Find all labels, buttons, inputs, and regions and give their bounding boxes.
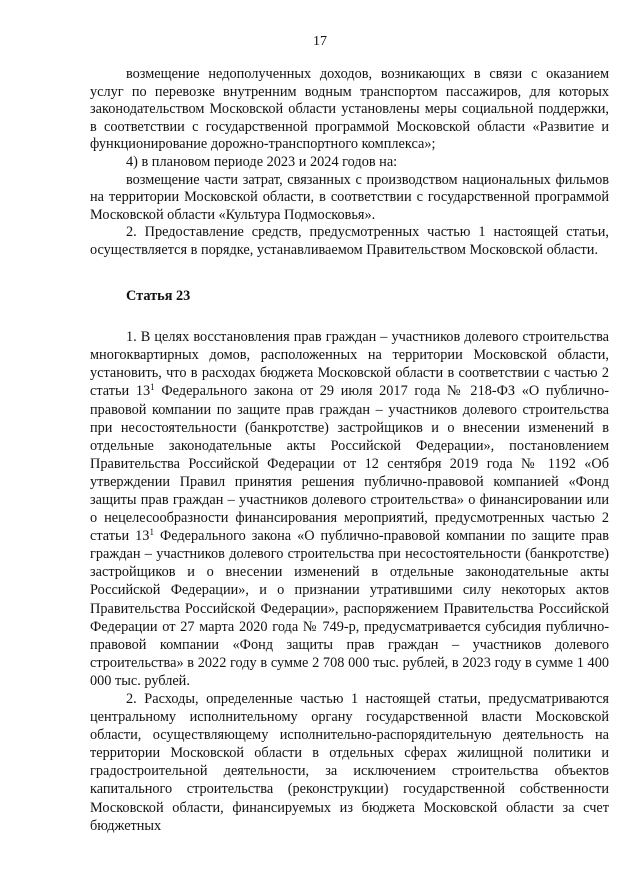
article-paragraph-1-part-c: Федерального закона «О публично-правовой компании по защите прав граждан – участников долевого строительства при несостоятельности (банкротстве) застройщиков и о внесении изменений в отдельные законодательные акты Российской Федерации», и о признании утратившими силу некоторых актов Правительства Российской Федерации», распоряжением Правительства Российской Федерации от 27 марта 2020 года № 749-р, предусматривается субсидия публично-правовой компании «Фонд защиты прав граждан – участников долевого строительства» в 2022 году в сумме 2 708 000 тыс. рублей, в 2023 году в сумме 1 400 000 тыс. рублей. (90, 528, 609, 689)
paragraph-planning-period: 4) в плановом периоде 2023 и 2024 годов на: (126, 153, 398, 170)
article-paragraph-1 (90, 328, 609, 690)
article-paragraph-2: 2. Расходы, определенные частью 1 настоящей статьи, предусматриваются центральному исполнительному органу государственной власти Московской области, осуществляющему исполнительно-распорядительную деятельность на территории Московской области в отдельных сферах жилищной политики и градостроительной деятельности, за исключением строительства объектов капитального строительства (реконструкции) государственной собственности Московской области, финансируемых из бюджета Московской области за счет бюджетных (90, 691, 609, 834)
article-paragraph-1-part-b: Федерального закона от 29 июля 2017 года № 218-ФЗ «О публично-правовой компании по защите прав граждан – участников долевого строительства при несостоятельности (банкротстве) застройщиков и о внесении изменений в отдельные законодательные акты Российской Федерации», постановлением Правительства Российской Федерации от 12 сентября 2019 года № 1192 «Об утверждении Правил принятия решения публично-правовой компанией «Фонд защиты прав граждан – участников долевого строительства» о финансировании или о нецелесообразности финансирования мероприятий, предусмотренных частью 2 статьи 13 (90, 383, 609, 545)
article-heading: Статья 23 (126, 287, 191, 304)
paragraph-procedure: 2. Предоставление средств, предусмотренных частью 1 настоящей статьи, осуществляется в порядке, устанавливаемом Правительством Московской области. (90, 224, 609, 258)
page-number: 17 (313, 34, 327, 49)
paragraph-film-production: возмещение части затрат, связанных с производством национальных фильмов на территории Московской области, в соответствии с государственной программой Московской области «Культура Подмосковья». (90, 171, 609, 223)
paragraph-compensation-water-transport: возмещение недополученных доходов, возникающих в связи с оказанием услуг по перевозке внутренним водным транспортом пассажиров, для которых законодательством Московской области установлены меры социальной поддержки, в соответствии с государственной программой Московской области «Развитие и функционирование дорожно-транспортного комплекса»; (90, 66, 609, 153)
superscript-2: 1 (149, 527, 154, 538)
article-paragraph-1-part-a: 1. В целях восстановления прав граждан – участников долевого строительства многоквартирных домов, расположенных на территории Московской области, установить, что в расходах бюджета Московской области в соответствии с частью 2 статьи 13 (90, 329, 609, 400)
document-body (90, 66, 609, 835)
superscript-1: 1 (150, 382, 155, 393)
